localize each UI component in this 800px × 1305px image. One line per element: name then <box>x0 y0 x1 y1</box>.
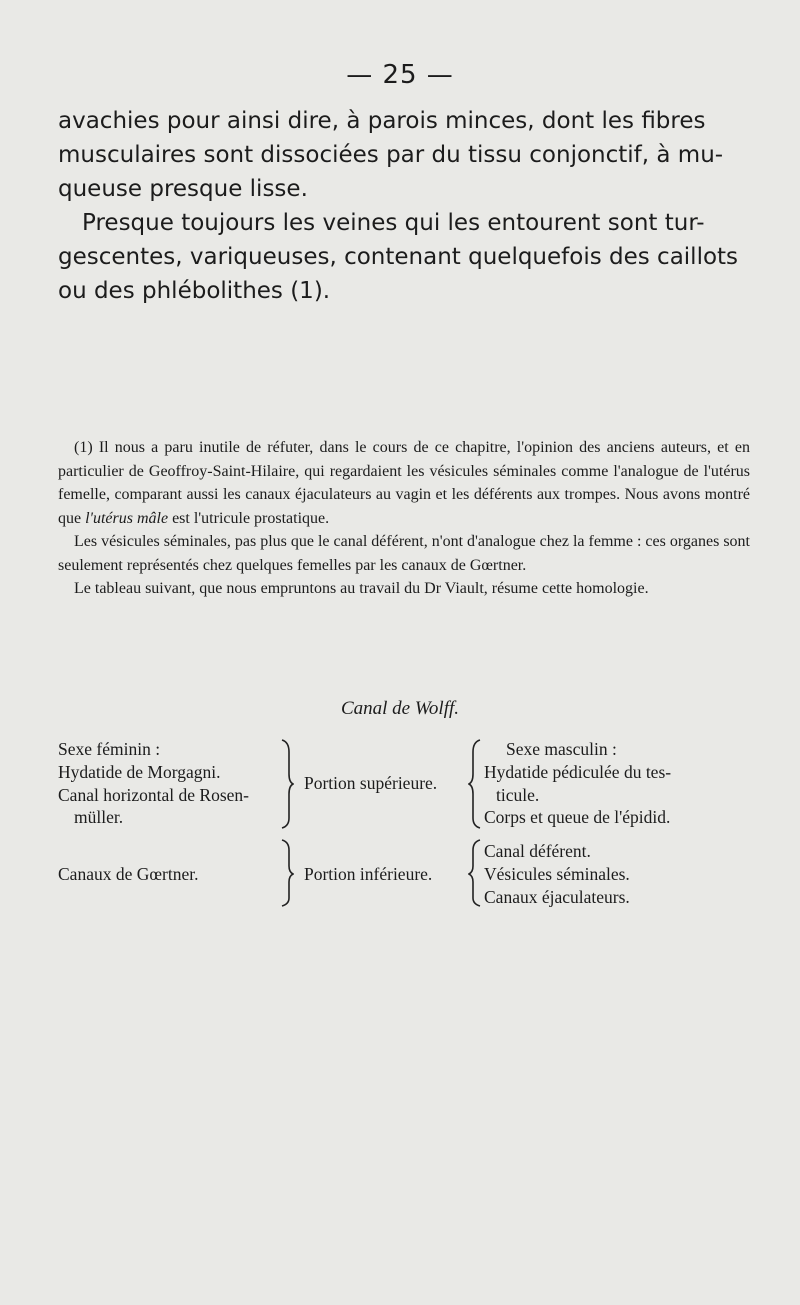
left-upper-line-1: Sexe féminin : <box>58 739 161 759</box>
center-upper: Portion supérieure. <box>304 773 438 793</box>
page-number: — 25 — <box>346 60 454 90</box>
footnote <box>58 436 750 601</box>
right-upper-line-3: ticule. <box>496 785 540 805</box>
left-lower-brace <box>280 838 294 908</box>
left-upper-line-4: müller. <box>74 807 124 827</box>
footnote-p1-text-b: est l'utricule prostatique. <box>168 509 330 527</box>
right-upper-line-2: Hydatide pédiculée du tes- <box>484 762 672 782</box>
footnote-p1-italic: l'utérus mâle <box>85 509 169 527</box>
right-lower-line-2: Vésicules séminales. <box>484 864 630 884</box>
footnote-p1-text-a: (1) Il nous a paru inutile de réfuter, dans le cours de ce chapitre, l'opinion des anciens auteurs, et en particulier de Geoffroy-Saint-Hilaire, qui regardaient les vésicules séminales comme l'analogue de l'utérus femelle, comparant aussi les canaux éjaculateurs au vagin et les déférents aux trompes. Nous avons montré que <box>58 439 750 527</box>
right-upper-line-1: Sexe masculin : <box>506 739 617 759</box>
main-paragraph-2: Presque toujours les veines qui les entourent sont tur- gescentes, variqueuses, contenant quelquefois des caillots ou des phlébolithes (1). <box>58 210 739 304</box>
left-upper-line-2: Hydatide de Morgagni. <box>58 762 221 782</box>
footnote-paragraph-1 <box>58 436 750 530</box>
left-lower: Canaux de Gœrtner. <box>58 864 199 884</box>
footnote-paragraph-2: Les vésicules séminales, pas plus que le canal déférent, n'ont d'analogue chez la femme : ces organes sont seulement représentés chez quelques femelles par les canaux de Gœrtner. <box>58 533 750 574</box>
footnote-paragraph-3: Le tableau suivant, que nous empruntons au travail du Dr Viault, résume cette homologie. <box>74 580 649 597</box>
right-upper-brace <box>468 738 482 830</box>
right-upper-line-4: Corps et queue de l'épidid. <box>484 807 671 827</box>
right-lower-brace <box>468 838 482 908</box>
right-lower-line-1: Canal déférent. <box>484 841 591 861</box>
main-paragraph-1: avachies pour ainsi dire, à parois minces, dont les fibres musculaires sont dissociées par du tissu conjonctif, à mu- queuse presque lisse. <box>58 108 724 202</box>
center-lower: Portion inférieure. <box>304 864 433 884</box>
left-upper-brace <box>280 738 294 830</box>
main-text <box>58 104 748 308</box>
right-lower-line-3: Canaux éjaculateurs. <box>484 887 630 907</box>
left-upper-line-3: Canal horizontal de Rosen- <box>58 785 249 805</box>
table-title: Canal de Wolff. <box>340 698 460 719</box>
